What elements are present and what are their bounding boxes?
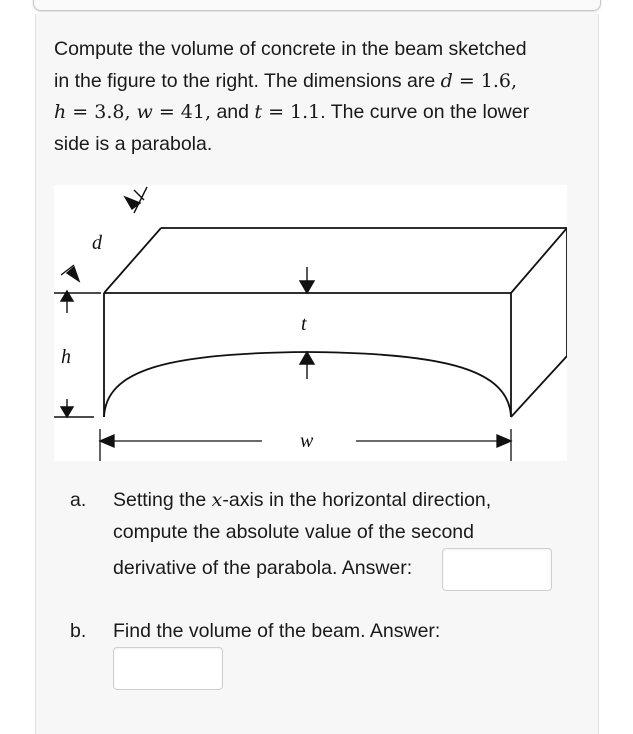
label-d: d [92, 232, 102, 254]
var-x: x [211, 489, 223, 511]
problem-line-2: in the figure to the right. The dimensions are d = 1.6, [54, 69, 518, 92]
beam-diagram [54, 185, 567, 461]
var-w: w [136, 101, 153, 123]
part-b-letter: b. [70, 620, 87, 642]
var-h: h [54, 101, 67, 123]
part-a-text: Setting the x-axis in the horizontal direction, compute the absolute value of the second derivative of the parabola. Answer: [113, 489, 492, 579]
right-bottom-diagonal [511, 356, 567, 417]
label-w: w [300, 430, 314, 452]
d-dimension [61, 187, 147, 281]
problem-line-4: side is a parabola. [54, 132, 213, 155]
beam-figure [54, 185, 567, 461]
top-card-edge [33, 0, 601, 11]
label-h: h [61, 346, 71, 368]
part-b-answer-input[interactable] [113, 647, 223, 690]
part-b-text: Find the volume of the beam. Answer: [113, 620, 441, 642]
label-t: t [301, 313, 307, 335]
part-b [70, 614, 590, 648]
top-left-diagonal [104, 228, 161, 293]
problem-line-3: h = 3.8, w = 41, and t = 1.1. The curve on the lower [54, 101, 530, 123]
part-a-letter: a. [70, 489, 87, 511]
part-a-answer-input[interactable] [442, 548, 552, 591]
problem-line-1: Compute the volume of concrete in the beam sketched [54, 38, 527, 60]
var-d: d [440, 69, 453, 92]
var-t: t [254, 101, 263, 123]
top-right-diagonal [511, 228, 567, 293]
problem-statement [54, 34, 584, 160]
